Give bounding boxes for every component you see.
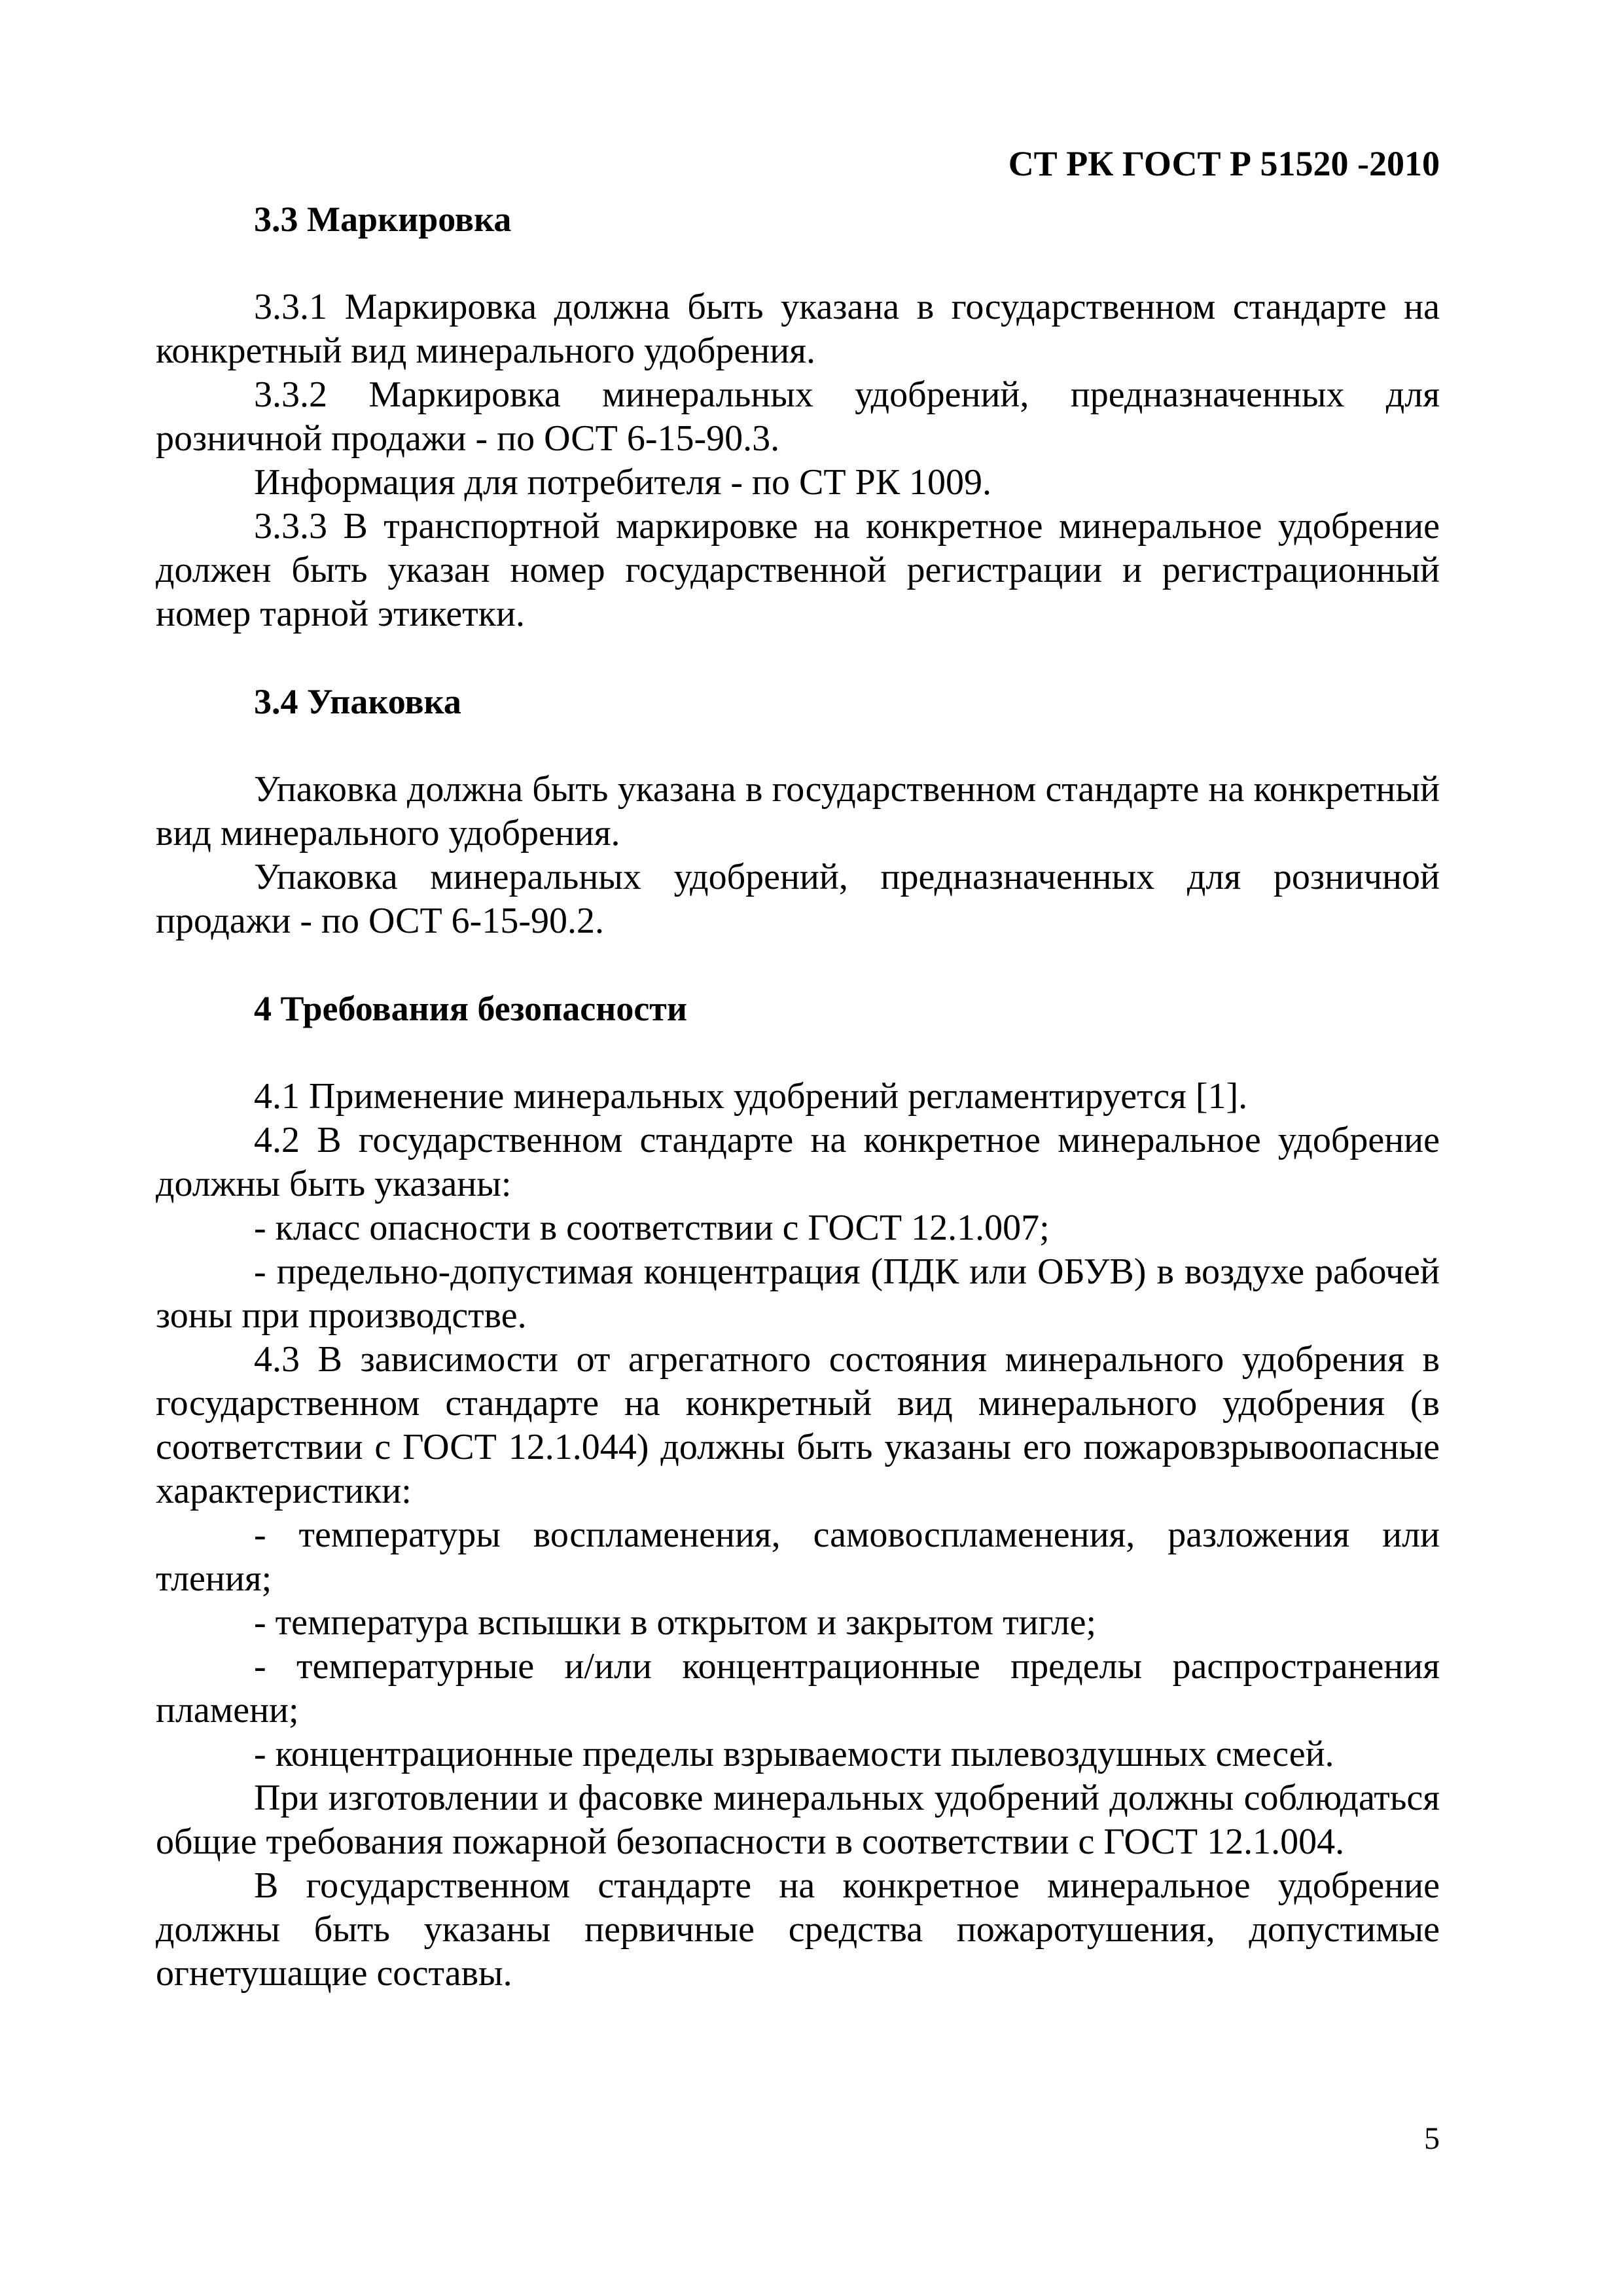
section-heading: 3.4 Упаковка: [254, 682, 461, 721]
paragraph: Упаковка должна быть указана в государственном стандарте на конкретный вид минерального удобрения.: [156, 769, 1440, 853]
section-heading: 3.3 Маркировка: [254, 200, 512, 239]
document-id-header: СТ РК ГОСТ Р 51520 -2010: [1008, 144, 1440, 183]
section-3-4-packaging: [156, 680, 1440, 943]
section-heading: 4 Требования безопасности: [254, 989, 687, 1028]
paragraph: При изготовлении и фасовке минеральных удобрений должны соблюдаться общие требования пожарной безопасности в соответствии с ГОСТ 12.1.004.: [156, 1778, 1440, 1862]
section-3-3-marking: [156, 198, 1440, 636]
list-item: - температуры воспламенения, самовоспламенения, разложения или тления;: [156, 1515, 1440, 1599]
list-item: - температура вспышки в открытом и закрытом тигле;: [254, 1602, 1097, 1643]
paragraph: 3.3.2 Маркировка минеральных удобрений, предназначенных для розничной продажи - по ОСТ 6-15-90.3.: [156, 374, 1440, 459]
paragraph: Упаковка минеральных удобрений, предназначенных для розничной продажи - по ОСТ 6-15-90.2.: [156, 857, 1440, 941]
paragraph: 4.2 В государственном стандарте на конкретное минеральное удобрение должны быть указаны:: [156, 1120, 1440, 1204]
section-4-safety-requirements: [156, 987, 1440, 1996]
paragraph: 4.3 В зависимости от агрегатного состояния минерального удобрения в государственном стандарте на конкретный вид минерального удобрения (в соответствии с ГОСТ 12.1.044) должны быть указаны его пожаровзрывоопасные характеристики:: [156, 1339, 1440, 1511]
paragraph: 4.1 Применение минеральных удобрений регламентируется [1].: [254, 1076, 1248, 1117]
paragraph: 3.3.1 Маркировка должна быть указана в государственном стандарте на конкретный вид минерального удобрения.: [156, 287, 1440, 371]
list-item: - концентрационные пределы взрываемости пылевоздушных смесей.: [254, 1734, 1334, 1774]
list-item: - класс опасности в соответствии с ГОСТ 12.1.007;: [254, 1208, 1050, 1248]
paragraph: 3.3.3 В транспортной маркировке на конкретное минеральное удобрение должен быть указан номер государственной регистрации и регистрационный номер тарной этикетки.: [156, 506, 1440, 634]
page-number: 5: [1424, 2121, 1440, 2156]
paragraph: В государственном стандарте на конкретное минеральное удобрение должны быть указаны первичные средства пожаротушения, допустимые огнетушащие составы.: [156, 1865, 1440, 1994]
list-item: - предельно-допустимая концентрация (ПДК или ОБУВ) в воздухе рабочей зоны при производстве.: [156, 1251, 1440, 1336]
paragraph: Информация для потребителя - по СТ РК 1009.: [254, 462, 992, 503]
document-body: [156, 198, 1440, 1996]
list-item: - температурные и/или концентрационные пределы распространения пламени;: [156, 1646, 1440, 1731]
